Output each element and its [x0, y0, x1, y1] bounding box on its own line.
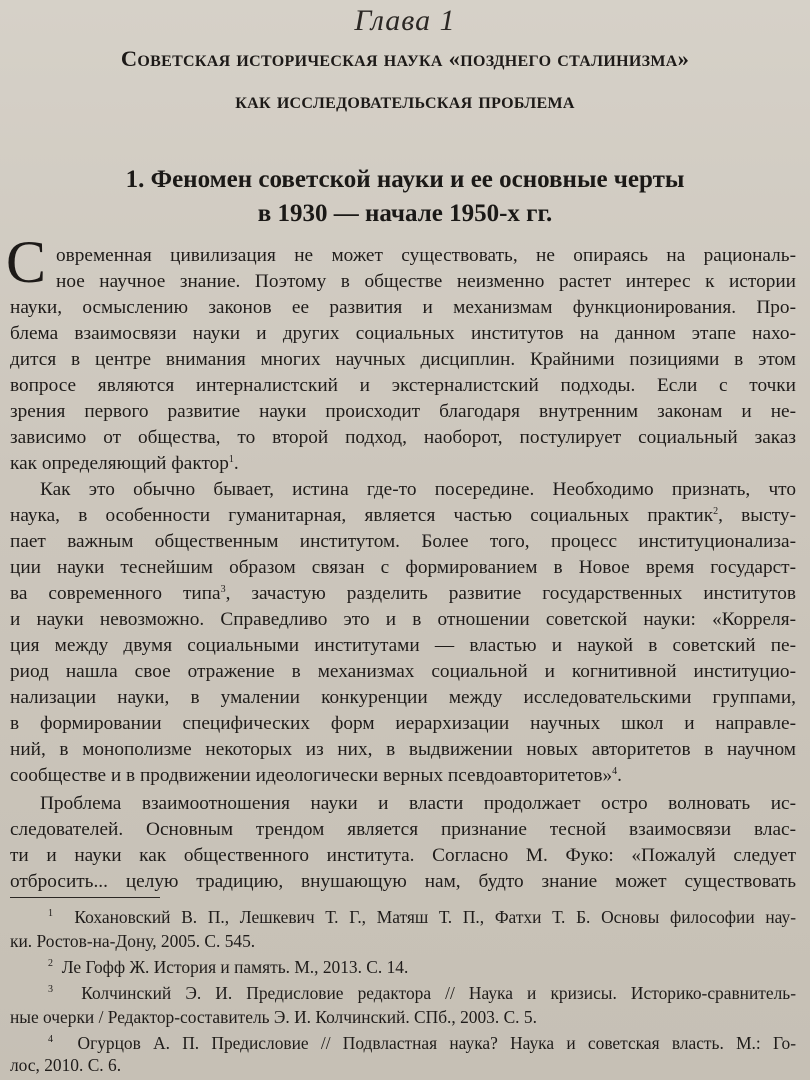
body-line: ции науки теснейшим образом связан с формированием в Новое время государст- — [10, 557, 796, 578]
footnote-1-cont: ки. Ростов-на-Дону, 2005. С. 545. — [10, 931, 256, 951]
body-line: в формировании специфических форм иерархизации научных школ и направле- — [10, 713, 796, 734]
body-line: как определяющий фактор$^1$. — [10, 453, 239, 474]
footnote-3-cont: ные очерки / Редактор-составитель Э. И. Колчинский. СПб., 2003. С. 5. — [10, 1007, 537, 1027]
footnote-ref: 1 — [228, 454, 234, 465]
footnote-divider — [10, 897, 160, 898]
chapter-label: Глава 1 — [354, 4, 456, 37]
body-line: ное научное знание. Поэтому в обществе неизменно растет интерес к истории — [56, 271, 796, 292]
body-line: сообществе и в продвижении идеологически верных псевдоавторитетов»$^4$. — [10, 765, 622, 786]
body-line: блема взаимосвязи науки и других социальных институтов на данном этапе нахо- — [10, 323, 796, 344]
body-line: и науки невозможно. Справедливо это и в отношении советской науки: «Корреля- — [10, 609, 796, 630]
body-line: овременная цивилизация не может существовать, не опираясь на рациональ- — [56, 245, 796, 266]
body-line: дится в центре внимания многих научных дисциплин. Крайними позициями в этом — [10, 349, 796, 370]
body-line: зависимо от общества, то второй подход, наоборот, постулирует социальный заказ — [10, 427, 796, 448]
footnote-2: $^2$ Ле Гофф Ж. История и память. М., 2013. С. 14. — [48, 957, 409, 977]
footnote-ref: 4 — [612, 766, 618, 777]
body-line: науки, осмыслению законов ее развития и механизмам функционирования. Про- — [10, 297, 796, 318]
section-heading-line-2: в 1930 — начале 1950-х гг. — [257, 200, 553, 227]
body-line: отбросить... целую традицию, внушающую нам, будто знание может существовать — [10, 871, 796, 892]
body-line: пает важным общественным институтом. Более того, процесс институционализа- — [10, 531, 796, 552]
chapter-title-line-1: Советская историческая наука «позднего сталинизма» — [120, 46, 690, 71]
body-line: следователей. Основным трендом является признание тесной взаимосвязи влас- — [10, 819, 796, 840]
footnote-ref: 3 — [220, 584, 226, 595]
body-line: наука, в особенности гуманитарная, является частью социальных практик$^2$, высту- — [10, 505, 796, 526]
footnote-ref: 2 — [713, 506, 719, 517]
body-line: нализации науки, в умалении конкуренции между исследовательскими группами, — [10, 687, 796, 708]
section-heading-line-1: 1. Феномен советской науки и ее основные черты — [125, 166, 685, 193]
body-line: Проблема взаимоотношения науки и власти продолжает остро волновать ис- — [40, 793, 796, 814]
footnote-4-cont: лос, 2010. С. 6. — [10, 1055, 122, 1075]
chapter-title-line-2: как исследовательская проблема — [235, 88, 575, 113]
body-line: вопросе являются интерналистский и экстерналистский подходы. Если с точки — [10, 375, 796, 396]
body-line: риод нашла свое отражение в механизмах социальной и когнитивной институцио- — [10, 661, 796, 682]
body-line: зрения первого развитие науки происходит благодаря внутренним законам и не- — [10, 401, 796, 422]
footnote-4: $^4$ Огурцов А. П. Предисловие // Подвластная наука? Наука и советская власть. М.: Го- — [48, 1033, 796, 1053]
body-line: ция между двумя социальными институтами — властью и наукой в советский пе- — [10, 635, 796, 656]
body-line: ний, в монополизме некоторых из них, в выдвижении новых авторитетов в научном — [10, 739, 796, 760]
drop-cap: С — [6, 229, 47, 295]
body-line: ти и науки как общественного института. Согласно М. Фуко: «Пожалуй следует — [10, 845, 796, 866]
footnote-1: $^1$ Кохановский В. П., Лешкевич Т. Г., Матяш Т. П., Фатхи Т. Б. Основы философии нау- — [48, 907, 796, 927]
footnote-3: $^3$ Колчинский Э. И. Предисловие редактора // Наука и кризисы. Историко-сравнитель- — [48, 983, 796, 1003]
body-line: Как это обычно бывает, истина где-то посередине. Необходимо признать, что — [40, 479, 796, 500]
body-line: ва современного типа$^3$, зачастую разделить развитие государственных институтов — [10, 583, 796, 604]
